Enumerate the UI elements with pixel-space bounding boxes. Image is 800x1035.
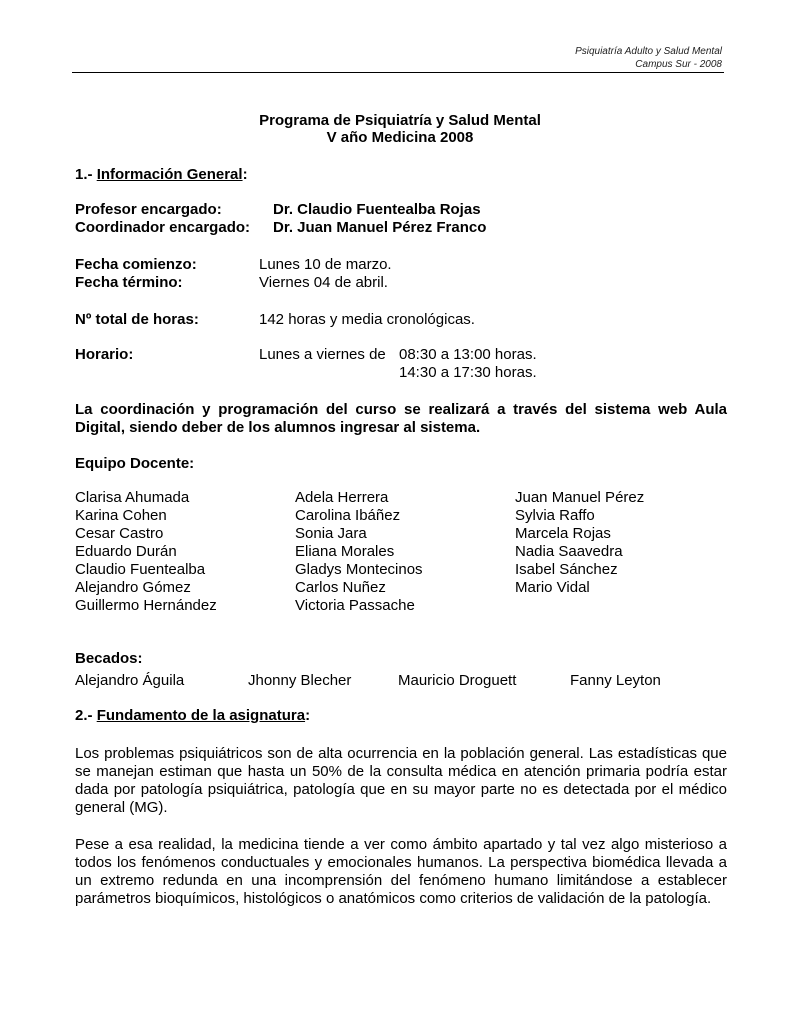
title-line-1: Programa de Psiquiatría y Salud Mental [259,112,541,129]
docente-name: Eduardo Durán [75,543,177,560]
horario-slot-1: 08:30 a 13:00 horas. [399,346,537,363]
becados-heading: Becados: [75,650,143,667]
docente-name: Carolina Ibáñez [295,507,401,524]
title-line-2: V año Medicina 2008 [326,129,474,146]
coordinador-label: Coordinador encargado: [75,219,251,236]
running-header [575,45,722,71]
docente-name: Adela Herrera [295,489,389,506]
docente-name: Cesar Castro [75,525,164,542]
section-1-heading [75,166,248,184]
header-line-1: Psiquiatría Adulto y Salud Mental [575,46,722,57]
docente-name: Isabel Sánchez [515,561,618,578]
docente-name: Victoria Passache [295,597,415,614]
fecha-comienzo-label: Fecha comienzo: [75,256,197,273]
docente-name: Carlos Nuñez [295,579,386,596]
section-1-number: 1.- [75,166,97,183]
coordinacion-paragraph: La coordinación y programación del curso se realizará a través del sistema web Aula Digital, siendo deber de los alumnos ingresar al sistema. [75,401,727,436]
equipo-column-2 [295,489,423,615]
docente-name: Eliana Morales [295,543,395,560]
docente-name: Marcela Rojas [515,525,611,542]
equipo-column-1 [75,489,217,615]
fecha-termino-value: Viernes 04 de abril. [259,274,388,291]
becado-name: Fanny Leyton [570,672,661,689]
docente-name: Guillermo Hernández [75,597,217,614]
fecha-termino-label: Fecha término: [75,274,183,291]
section-2-colon: : [305,707,311,724]
docente-name: Karina Cohen [75,507,167,524]
becado-name: Mauricio Droguett [398,672,517,689]
section-2-number: 2.- [75,707,97,724]
becado-name: Alejandro Águila [75,672,185,689]
docente-name: Mario Vidal [515,579,590,596]
docente-name: Sylvia Raffo [515,507,595,524]
total-horas-value: 142 horas y media cronológicas. [259,311,475,328]
header-rule [72,72,724,73]
fundamento-paragraph-1: Los problemas psiquiátricos son de alta ocurrencia en la población general. Las estadísticas que se manejan estiman que hasta un 50% de la consulta médica en atención primaria podría estar dada por patología psiquiátrica, patología que en su mayor parte no es detectada por el médico general (MG). [75,745,727,816]
equipo-column-3 [515,489,644,597]
horario-label: Horario: [75,346,134,363]
docente-name: Alejandro Gómez [75,579,191,596]
profesor-label: Profesor encargado: [75,201,222,218]
equipo-docente-heading: Equipo Docente: [75,455,195,472]
coordinador-value: Dr. Juan Manuel Pérez Franco [273,219,487,236]
document-title [0,112,800,146]
horario-days: Lunes a viernes de [259,346,386,363]
header-line-2: Campus Sur - 2008 [635,59,722,70]
section-1-colon: : [242,166,248,183]
horario-slot-2: 14:30 a 17:30 horas. [399,364,537,381]
profesor-value: Dr. Claudio Fuentealba Rojas [273,201,481,218]
docente-name: Sonia Jara [295,525,367,542]
section-1-title: Información General [96,166,243,183]
becado-name: Jhonny Blecher [248,672,352,689]
fecha-comienzo-value: Lunes 10 de marzo. [259,256,392,273]
section-2-heading [75,707,310,725]
fundamento-paragraph-2: Pese a esa realidad, la medicina tiende a ver como ámbito apartado y tal vez algo misterioso a todos los fenómenos conductuales y emocionales humanos. La perspectiva biomédica llevada a un extremo redunda en una incomprensión del fenómeno humano limitándose a establecer parámetros bioquímicos, histológicos o anatómicos como criterios de validación de la patología. [75,836,727,907]
docente-name: Clarisa Ahumada [75,489,190,506]
docente-name: Juan Manuel Pérez [515,489,645,506]
docente-name: Claudio Fuentealba [75,561,206,578]
total-horas-label: Nº total de horas: [75,311,199,328]
section-2-title: Fundamento de la asignatura [96,707,306,724]
docente-name: Gladys Montecinos [295,561,423,578]
docente-name: Nadia Saavedra [515,543,623,560]
